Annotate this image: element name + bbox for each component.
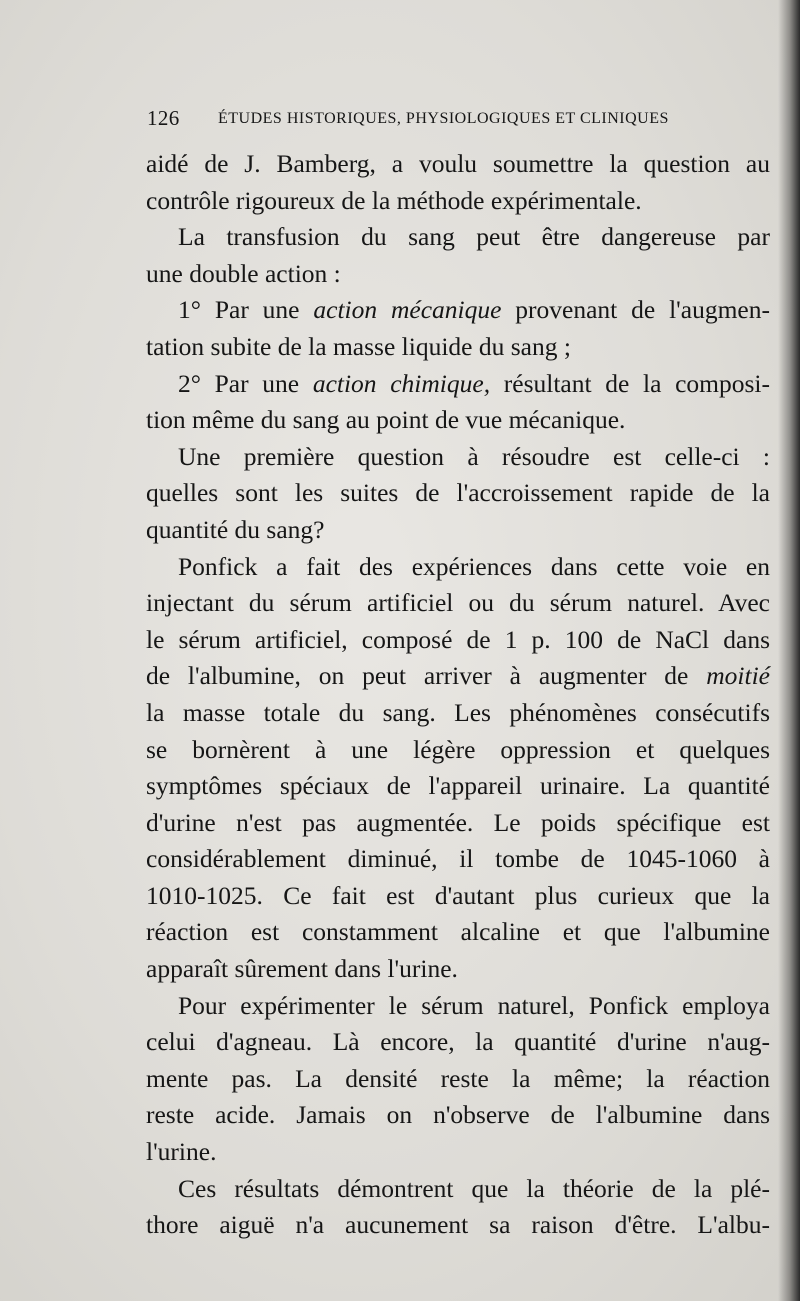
text-line: contrôle rigoureux de la méthode expérimentale. (146, 185, 642, 215)
text-line-italic-mecanique: 1° Par une action mécanique provenant de l'augmen- (178, 295, 770, 325)
text-line: 1010-1025. Ce fait est d'autant plus curieux que la (146, 880, 770, 910)
text-line-italic-chimique: 2° Par une action chimique, résultant de la composi- (178, 368, 770, 398)
text-line: quantité du sang? (146, 514, 325, 544)
text-line: la masse totale du sang. Les phénomènes consécutifs (146, 697, 770, 727)
text-line: Ces résultats démontrent que la théorie de la plé- (178, 1173, 770, 1203)
text-line: Pour expérimenter le sérum naturel, Ponfick employa (178, 990, 770, 1020)
text-line: considérablement diminué, il tombe de 1045-1060 à (146, 844, 770, 874)
text-line: d'urine n'est pas augmentée. Le poids spécifique est (146, 807, 770, 837)
page-number: 126 (147, 106, 180, 130)
text-line: l'urine. (146, 1137, 217, 1167)
text-line: injectant du sérum artificiel ou du sérum naturel. Avec (146, 588, 770, 618)
text-line: tation subite de la masse liquide du sang ; (146, 331, 571, 361)
italic-phrase: moitié (706, 661, 770, 691)
text-line: tion même du sang au point de vue mécanique. (146, 405, 626, 435)
body-text (146, 146, 770, 1244)
text-line-italic-moitie: de l'albumine, on peut arriver à augmenter de moitié (146, 661, 770, 691)
text-line: réaction est constamment alcaline et que l'albumine (146, 917, 770, 947)
running-title: ÉTUDES HISTORIQUES, PHYSIOLOGIQUES ET CLINIQUES (218, 110, 669, 127)
italic-phrase: action mécanique (313, 295, 502, 325)
text-line: aidé de J. Bamberg, a voulu soumettre la question au (146, 149, 770, 178)
text-line: Ponfick a fait des expériences dans cette voie en (178, 551, 770, 581)
text-line: reste acide. Jamais on n'observe de l'albumine dans (146, 1100, 770, 1130)
text-line: mente pas. La densité reste la même; la réaction (146, 1063, 770, 1093)
text-line: celui d'agneau. Là encore, la quantité d'urine n'aug- (146, 1027, 770, 1057)
page-edge-shadow (778, 0, 800, 1301)
text-line: quelles sont les suites de l'accroissement rapide de la (146, 478, 770, 508)
text-line: le sérum artificiel, composé de 1 p. 100 de NaCl dans (146, 624, 770, 654)
text-line: Une première question à résoudre est celle-ci : (178, 441, 770, 471)
page-header (147, 106, 707, 136)
text-line: La transfusion du sang peut être dangereuse par (178, 222, 770, 252)
italic-phrase: action chimique, (312, 368, 491, 398)
text-line: se bornèrent à une légère oppression et quelques (146, 734, 770, 764)
text-line: thore aiguë n'a aucunement sa raison d'être. L'albu- (146, 1210, 770, 1240)
text-line: apparaît sûrement dans l'urine. (146, 954, 458, 984)
text-line: une double action : (146, 258, 341, 288)
text-line: symptômes spéciaux de l'appareil urinaire. La quantité (146, 771, 770, 801)
